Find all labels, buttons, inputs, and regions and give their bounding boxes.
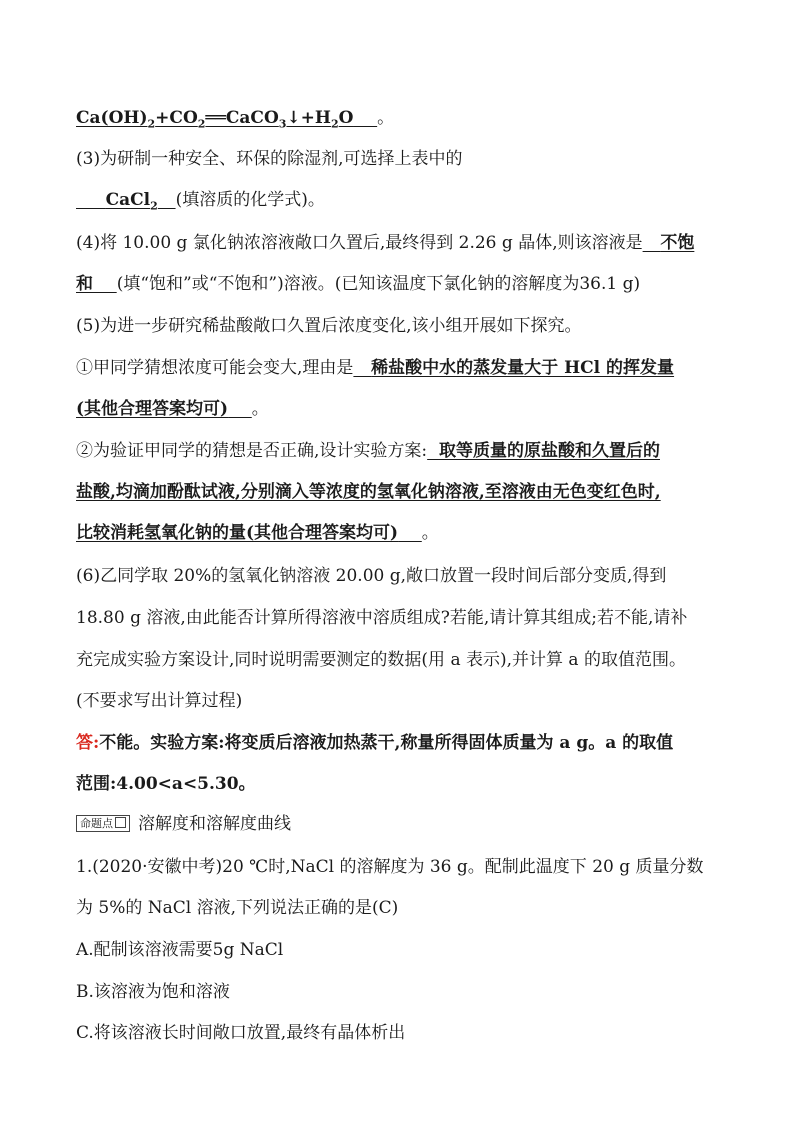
- q3-text: (3)为研制一种安全、环保的除湿剂,可选择上表中的: [76, 149, 463, 169]
- mcq-option-c: C.将该溶液长时间敞口放置,最终有晶体析出: [76, 1023, 406, 1043]
- section-title: 溶解度和溶解度曲线: [138, 814, 291, 834]
- q3-answer-formula: CaCl: [105, 190, 151, 210]
- mcq-option-b: B.该溶液为饱和溶液: [76, 982, 230, 1002]
- formula-subscript: 2: [197, 117, 206, 131]
- q5-p1-answer-text: 稀盐酸中水的蒸发量大于 HCl 的挥发量: [371, 358, 675, 378]
- mcq-stem-line2: 为 5%的 NaCl 溶液,下列说法正确的是(C): [76, 898, 399, 918]
- q3-answer-line: [76, 188, 720, 218]
- formula-part: +CO: [155, 108, 198, 128]
- q3-after-text: (填溶质的化学式)。: [175, 190, 325, 210]
- q5-p2-answer-text: 取等质量的原盐酸和久置后的: [438, 441, 660, 461]
- q6-line2: 18.80 g 溶液,由此能否计算所得溶液中溶质组成?若能,请计算其组成;若不能,请补: [76, 608, 688, 628]
- q6-line1: (6)乙同学取 20%的氢氧化钠溶液 20.00 g,敞口放置一段时间后部分变质,得到: [76, 566, 667, 586]
- q4-line1: [76, 231, 720, 255]
- list-icon: [115, 817, 126, 828]
- formula-subscript: 2: [331, 117, 339, 131]
- q4-answer-part1: [643, 233, 695, 253]
- equation-line: [76, 106, 720, 136]
- q6-answer-line2: 范围:4.00<a<5.30。: [76, 774, 256, 794]
- q3-answer-subscript: 2: [150, 199, 158, 213]
- formula-subscript: 3: [278, 117, 287, 131]
- q5-p1-line2: [76, 397, 720, 421]
- q4-line2: [76, 272, 720, 296]
- q4-answer-part2: [76, 274, 117, 294]
- formula-part: O: [338, 108, 354, 128]
- q5-p2-text: ②为验证甲同学的猜想是否正确,设计实验方案:: [76, 441, 428, 461]
- q5-p1-line1: [76, 356, 720, 380]
- mcq-option-a: A.配制该溶液需要5g NaCl: [76, 940, 284, 960]
- q5-p2-line3: [76, 521, 720, 545]
- q4-answer-text: 不饱: [660, 233, 695, 253]
- q4-text2: (填“饱和”或“不饱和”)溶液。(已知该温度下氯化钠的溶解度为36.1 g): [116, 274, 641, 294]
- q5-p1-answer-text2: (其他合理答案均可): [76, 399, 229, 419]
- section-tag: [76, 815, 130, 832]
- formula-part: Ca(OH): [76, 108, 148, 128]
- section-header: [76, 812, 720, 836]
- q6-line4: (不要求写出计算过程): [76, 691, 243, 711]
- answer-text: 不能。实验方案:将变质后溶液加热蒸干,称量所得固体质量为 a g。a 的取值: [99, 733, 674, 753]
- q5-p2-answer-line2: 盐酸,均滴加酚酞试液,分别滴入等浓度的氢氧化钠溶液,至溶液由无色变红色时,: [76, 482, 661, 502]
- formula-part: ══CaCO: [205, 108, 279, 128]
- sentence-end: 。: [251, 399, 269, 419]
- q5-p2-line1: [76, 439, 720, 463]
- sentence-end: 。: [421, 523, 439, 543]
- q5-p1-answer: [353, 358, 674, 378]
- q6-answer-line1: [76, 731, 720, 755]
- q5-p2-answer3: [76, 523, 422, 543]
- answer-label: 答:: [76, 733, 100, 753]
- mcq-stem-line1: 1.(2020·安徽中考)20 ℃时,NaCl 的溶解度为 36 g。配制此温度下 20 g 质量分数: [76, 857, 704, 877]
- q4-answer-text2: 和: [76, 274, 93, 294]
- q5-p1-answer2: [76, 399, 252, 419]
- q5-p1-text: ①甲同学猜想浓度可能会变大,理由是: [76, 358, 354, 378]
- q5-p2-answer: [427, 441, 660, 461]
- q5-p2-answer-text3: 比较消耗氢氧化钠的量(其他合理答案均可): [76, 523, 399, 543]
- section-tag-label: 命题点: [80, 817, 113, 830]
- equation-answer: [76, 108, 377, 131]
- q3-answer: [76, 190, 176, 213]
- q4-text: (4)将 10.00 g 氯化钠浓溶液敞口久置后,最终得到 2.26 g 晶体,则该溶液是: [76, 233, 643, 253]
- formula-subscript: 2: [147, 117, 156, 131]
- formula-part: ↓+H: [286, 108, 331, 128]
- q6-line3: 充完成实验方案设计,同时说明需要测定的数据(用 a 表示),并计算 a 的取值范围。: [76, 650, 686, 670]
- q5-intro: (5)为进一步研究稀盐酸敞口久置后浓度变化,该小组开展如下探究。: [76, 316, 582, 336]
- sentence-end: 。: [377, 108, 395, 128]
